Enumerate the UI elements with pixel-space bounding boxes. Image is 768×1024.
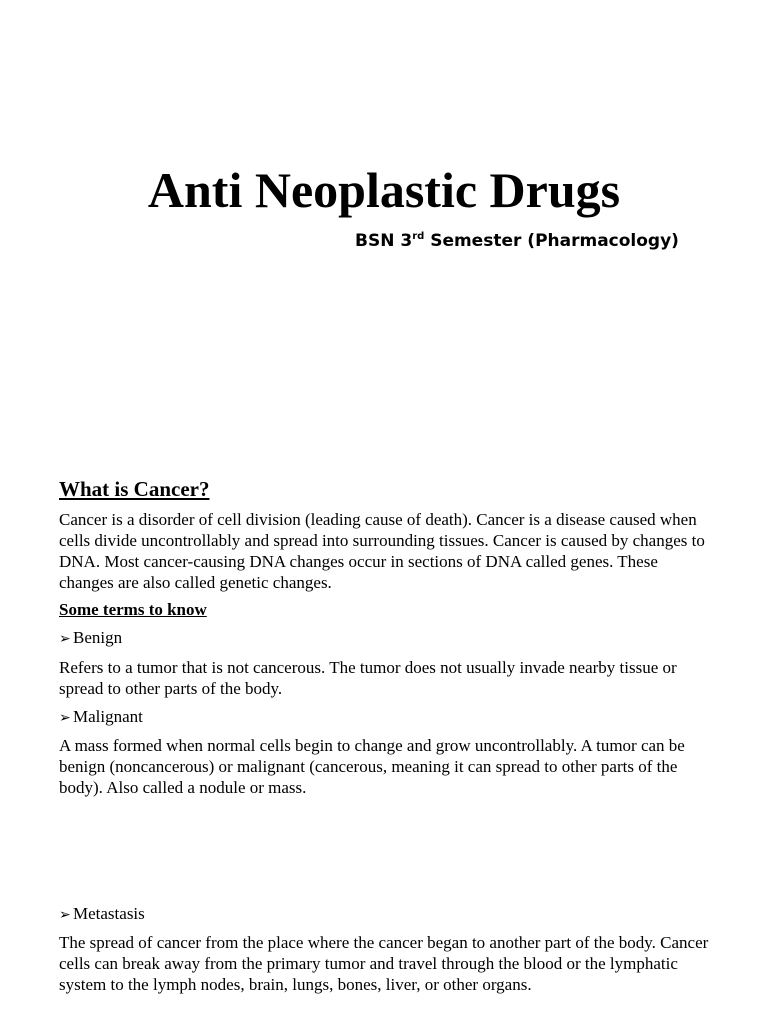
term-label: Malignant (73, 707, 143, 726)
intro-paragraph: Cancer is a disorder of cell division (leading cause of death). Cancer is a disease caused when cells divide uncontrollably and spread into surrounding tissues. Cancer is caused by changes to DNA. Most cancer-causing DNA changes occur in sections of DNA called genes. These changes are also called genetic changes. (59, 510, 705, 592)
term-metastasis (59, 903, 714, 926)
term-definition-malignant: A mass formed when normal cells begin to change and grow uncontrollably. A tumor can be benign (noncancerous) or malignant (cancerous, meaning it can spread to other parts of the body). Also called a nodule or mass. (59, 736, 685, 797)
term-label: Benign (73, 628, 123, 647)
subtitle-superscript: rd (412, 231, 425, 242)
section-heading: What is Cancer? (59, 477, 210, 501)
page-subtitle (355, 229, 679, 253)
term-definition-benign: Refers to a tumor that is not cancerous. The tumor does not usually invade nearby tissue or spread to other parts of the body. (59, 658, 677, 698)
term-definition-metastasis: The spread of cancer from the place where the cancer began to another part of the body. Cancer cells can break away from the primary tumor and travel through the blood or the lymphatic system to the lymph nodes, brain, lungs, bones, liver, or other organs. (59, 933, 709, 994)
subtitle-suffix: Semester (Pharmacology) (424, 231, 679, 251)
arrow-bullet-icon: ➢ (59, 631, 71, 647)
page-title: Anti Neoplastic Drugs (147, 162, 621, 218)
subtitle-prefix: BSN 3 (355, 231, 413, 251)
term-label: Metastasis (73, 904, 145, 923)
terms-heading: Some terms to know (59, 600, 207, 619)
term-malignant (59, 706, 714, 729)
term-benign (59, 627, 714, 650)
arrow-bullet-icon: ➢ (59, 907, 71, 923)
arrow-bullet-icon: ➢ (59, 710, 71, 726)
